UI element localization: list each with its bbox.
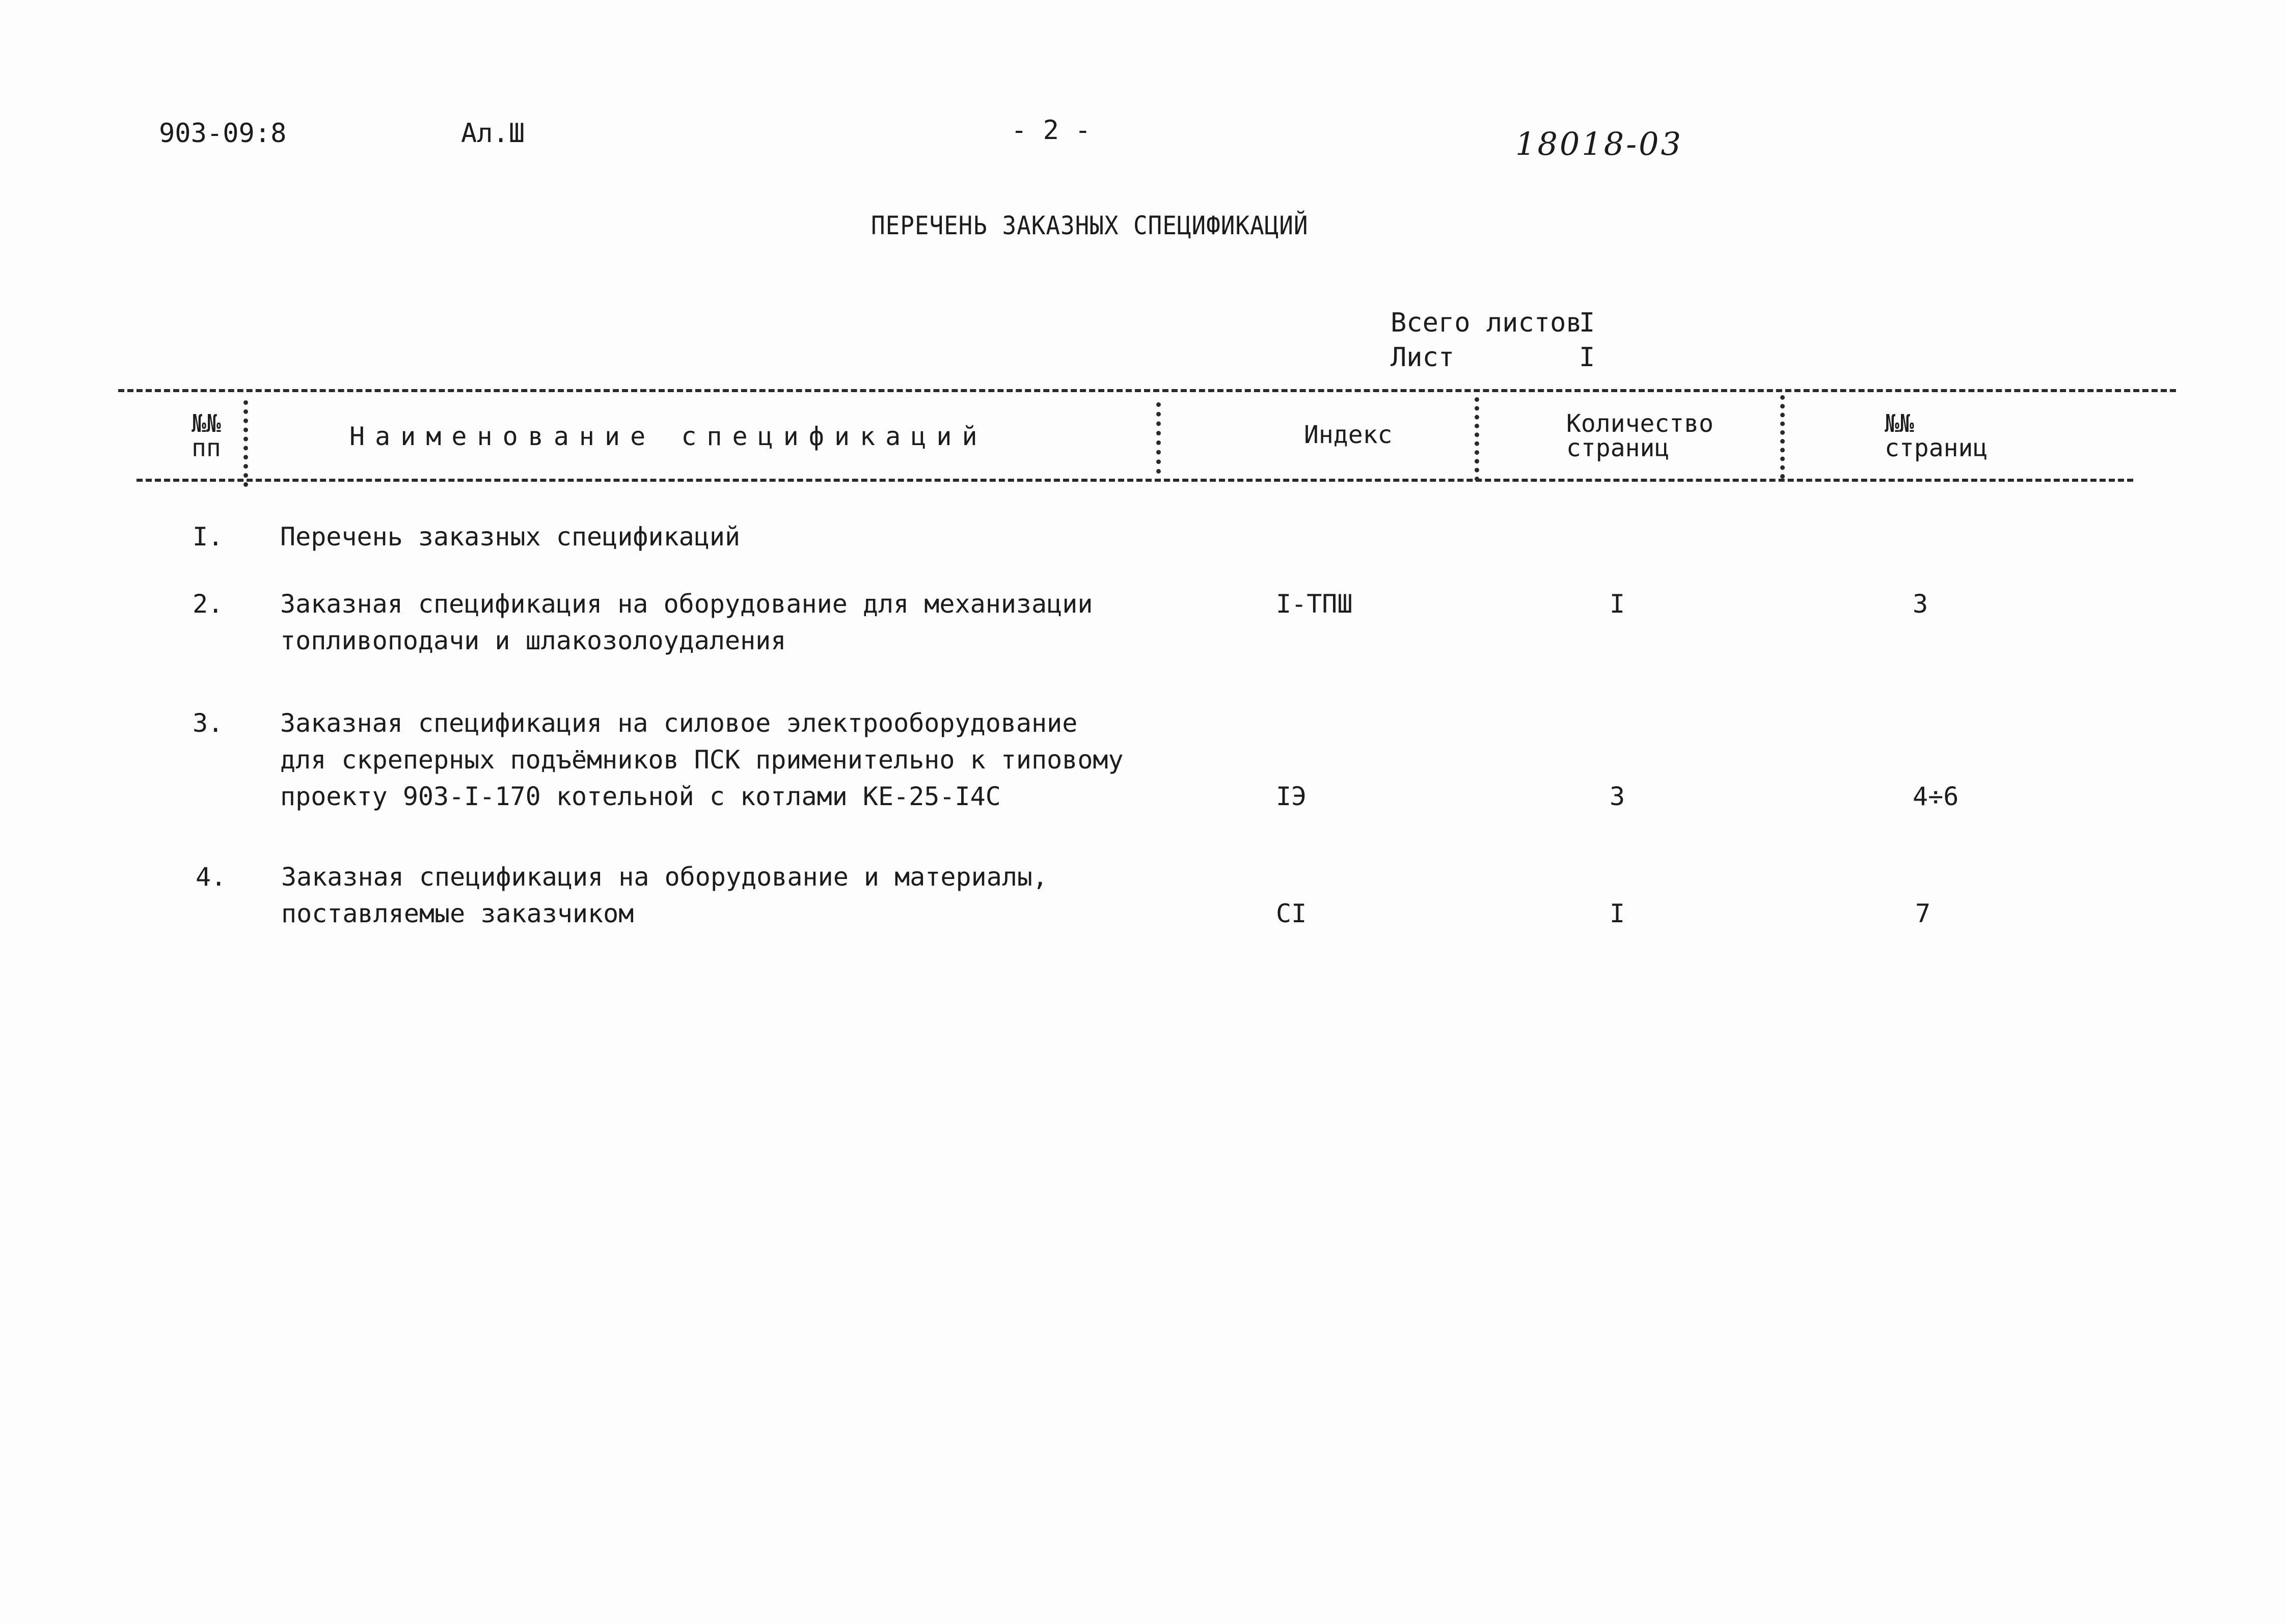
- column-separator: [1780, 395, 1785, 479]
- row-name: Заказная спецификация на оборудование для механизации топливоподачи и шлакозолоудаления: [280, 589, 1093, 655]
- column-header-num: №№ пп: [192, 409, 221, 462]
- row-number: I.: [193, 522, 224, 552]
- column-header-page-numbers: №№ страниц: [1885, 409, 1988, 462]
- document-code: 903-09:8: [159, 118, 287, 149]
- row-number: 2.: [193, 589, 224, 619]
- row-index: IЭ: [1276, 782, 1307, 811]
- row-name: Перечень заказных спецификаций: [280, 522, 741, 552]
- table-header-rule: [137, 479, 2133, 482]
- total-sheets-label: Всего листов: [1391, 308, 1582, 338]
- page-number: - 2 -: [1011, 115, 1091, 146]
- album-label: Ал.Ш: [461, 118, 525, 149]
- table-top-rule: [118, 389, 2176, 392]
- column-separator: [1475, 397, 1479, 481]
- column-separator: [1156, 402, 1161, 474]
- row-page-numbers: 4÷6: [1913, 782, 1959, 811]
- row-name: Заказная спецификация на силовое электрооборудование для скреперных подъёмников ПСК применительно к типовому проекту 903-I-170 котельной с котлами КЕ-25-I4С: [280, 708, 1124, 811]
- row-number: 3.: [193, 708, 224, 738]
- handwritten-number: 18018-03: [1515, 125, 1683, 162]
- column-header-name: Наименование спецификаций: [349, 422, 988, 451]
- sheet-label: Лист: [1391, 342, 1455, 373]
- column-header-index: Индекс: [1304, 421, 1393, 449]
- row-number: 4.: [196, 862, 227, 892]
- row-page-numbers: 3: [1913, 589, 1928, 619]
- total-sheets-value: I: [1579, 308, 1595, 338]
- column-separator: [243, 400, 248, 487]
- row-page-count: 3: [1610, 782, 1625, 811]
- document-title: ПЕРЕЧЕНЬ ЗАКАЗНЫХ СПЕЦИФИКАЦИЙ: [871, 211, 1309, 240]
- row-index: CI: [1276, 899, 1307, 928]
- row-page-count: I: [1610, 589, 1625, 619]
- sheet-value: I: [1579, 342, 1595, 373]
- column-header-page-count: Количество страниц: [1566, 409, 1713, 462]
- row-name: Заказная спецификация на оборудование и материалы, поставляемые заказчиком: [281, 862, 1048, 928]
- row-page-count: I: [1610, 899, 1625, 928]
- row-index: I-ТПШ: [1276, 589, 1353, 619]
- row-page-numbers: 7: [1915, 899, 1931, 928]
